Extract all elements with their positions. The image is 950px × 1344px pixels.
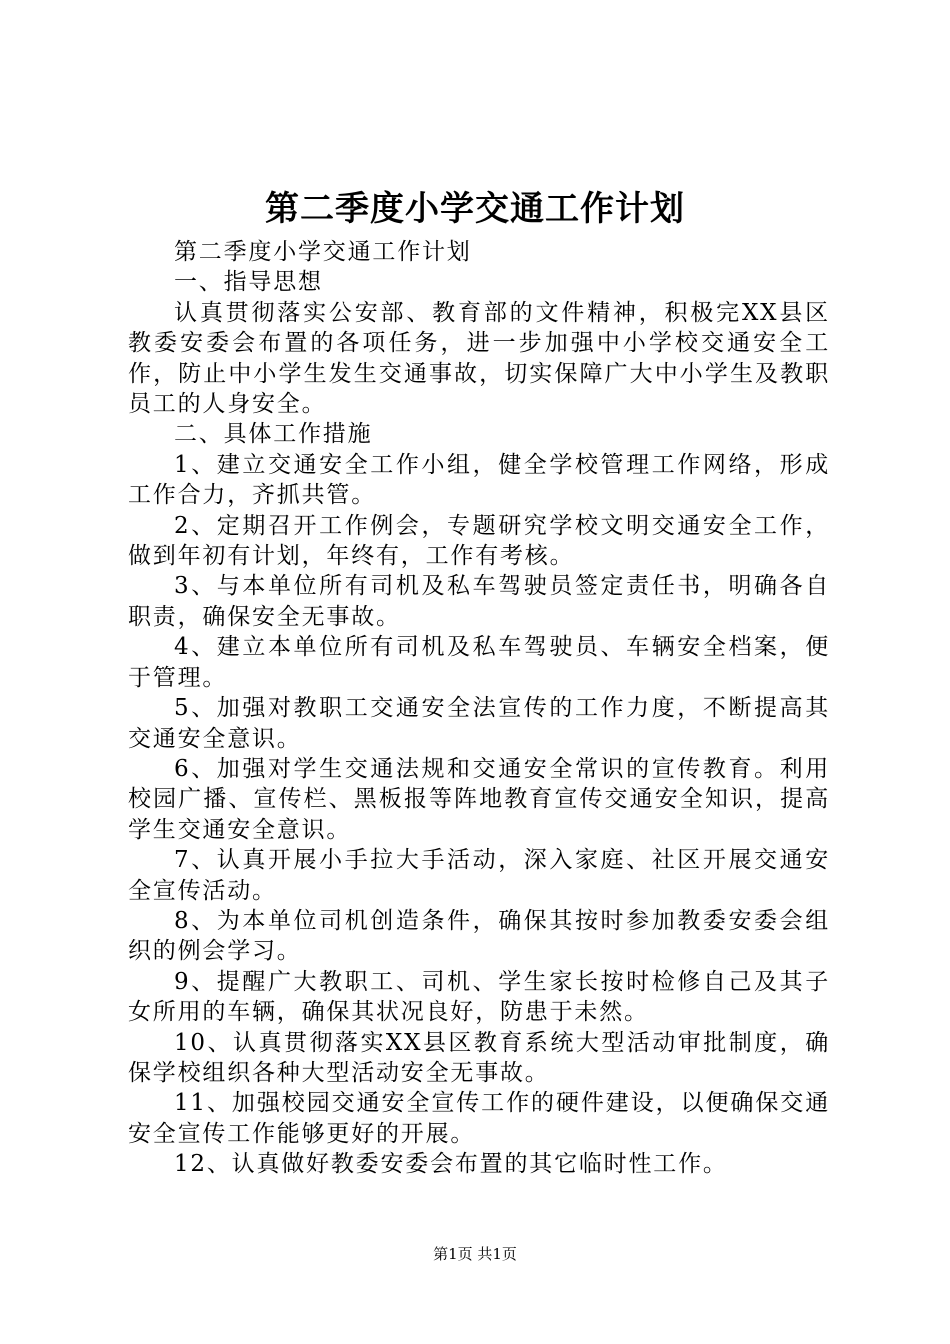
document-title: 第二季度小学交通工作计划 [265,189,685,229]
measure-item: 5、加强对教职工交通安全法宣传的工作力度，不断提高其交通安全意识。 [128,695,830,752]
measure-item: 7、认真开展小手拉大手活动，深入家庭、社区开展交通安全宣传活动。 [128,847,830,904]
measure-item: 9、提醒广大教职工、司机、学生家长按时检修自己及其子女所用的车辆，确保其状况良好，防患于未然。 [128,968,830,1026]
paragraph-subtitle: 第二季度小学交通工作计划 [174,239,472,265]
measure-item: 1、建立交通安全工作小组，健全学校管理工作网络，形成工作合力，齐抓共管。 [128,451,830,509]
document-body [128,237,830,1180]
heading-measures: 二、具体工作措施 [174,421,373,448]
measure-item: 3、与本单位所有司机及私车驾驶员签定责任书，明确各自职责，确保安全无事故。 [128,573,830,630]
measure-item: 2、定期召开工作例会，专题研究学校文明交通安全工作，做到年初有计划，年终有，工作有考核。 [128,512,830,570]
measure-item: 6、加强对学生交通法规和交通安全常识的宣传教育。利用校园广播、宣传栏、黑板报等阵地教育宣传交通安全知识，提高学生交通安全意识。 [128,755,830,843]
measure-item: 11、加强校园交通安全宣传工作的硬件建设，以便确保交通安全宣传工作能够更好的开展。 [128,1090,830,1147]
heading-guiding-idea: 一、指导思想 [174,269,323,296]
measure-item: 8、为本单位司机创造条件，确保其按时参加教委安委会组织的例会学习。 [128,907,830,965]
measure-item: 4、建立本单位所有司机及私车驾驶员、车辆安全档案，便于管理。 [128,634,830,691]
page-footer: 第1页 共1页 [433,1245,517,1263]
measure-item: 12、认真做好教委安委会布置的其它临时性工作。 [174,1151,728,1178]
paragraph: 认真贯彻落实公安部、教育部的文件精神，积极完XX县区教委安委会布置的各项任务，进一步加强中小学校交通安全工作，防止中小学生发生交通事故，切实保障广大中小学生及教职员工的人身安全。 [128,299,830,418]
measure-item: 10、认真贯彻落实XX县区教育系统大型活动审批制度，确保学校组织各种大型活动安全无事故。 [128,1029,830,1086]
